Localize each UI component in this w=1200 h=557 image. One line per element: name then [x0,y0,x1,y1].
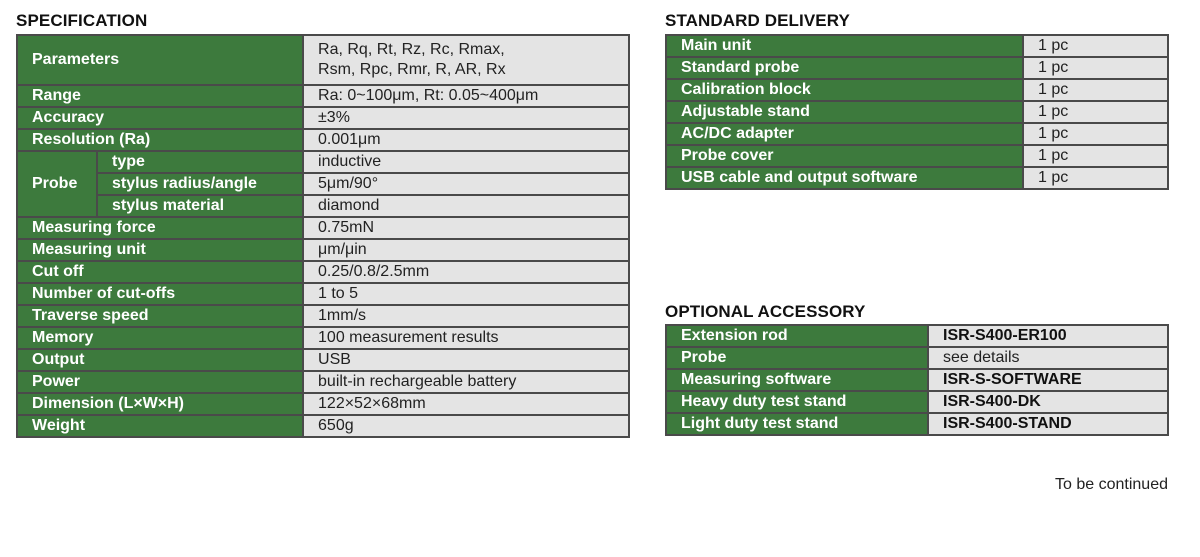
spec-row-range [17,85,629,107]
delivery-item-label: Main unit [666,35,1023,57]
spec-row-measuring-unit [17,239,629,261]
spec-label: Parameters [17,35,303,85]
spec-row-output [17,349,629,371]
accessory-row [666,347,1168,369]
spec-row-probe-stylus-radius [17,173,629,195]
spec-row-dimension [17,393,629,415]
accessory-label: Measuring software [666,369,928,391]
spec-row-probe-type [17,151,629,173]
spec-value-line: Ra, Rq, Rt, Rz, Rc, Rmax, [318,41,505,58]
accessory-code: ISR-S-SOFTWARE [928,369,1168,391]
specification-table [16,34,630,438]
spec-label: Output [17,349,303,371]
accessory-label: Light duty test stand [666,413,928,435]
spec-value: ±3% [303,107,629,129]
delivery-item-label: Probe cover [666,145,1023,167]
accessory-code: ISR-S400-DK [928,391,1168,413]
spec-value-line: Rsm, Rpc, Rmr, R, AR, Rx [318,61,506,78]
spec-value: USB [303,349,629,371]
spec-row-weight [17,415,629,437]
spec-label-probe: Probe [17,151,97,217]
spec-row-measuring-force [17,217,629,239]
delivery-item-qty: 1 pc [1023,79,1168,101]
spec-value: 1mm/s [303,305,629,327]
spec-value: 0.75mN [303,217,629,239]
delivery-row [666,167,1168,189]
spec-label: Traverse speed [17,305,303,327]
delivery-row [666,57,1168,79]
spec-value: inductive [303,151,629,173]
delivery-item-label: AC/DC adapter [666,123,1023,145]
accessory-row [666,325,1168,347]
delivery-item-qty: 1 pc [1023,167,1168,189]
accessory-row [666,391,1168,413]
optional-accessory-title: OPTIONAL ACCESSORY [665,302,866,321]
spec-label: Dimension (L×W×H) [17,393,303,415]
spec-row-parameters [17,35,629,85]
spec-label: Measuring unit [17,239,303,261]
spec-label: Memory [17,327,303,349]
accessory-code: see details [928,347,1168,369]
spec-sublabel: stylus radius/angle [97,173,303,195]
spec-value: built-in rechargeable battery [303,371,629,393]
delivery-item-qty: 1 pc [1023,145,1168,167]
spec-row-power [17,371,629,393]
spec-label: Cut off [17,261,303,283]
spec-label: Power [17,371,303,393]
spec-row-probe-stylus-material [17,195,629,217]
spec-sublabel: stylus material [97,195,303,217]
spec-value [303,35,629,85]
spec-row-memory [17,327,629,349]
delivery-item-qty: 1 pc [1023,35,1168,57]
spec-value: 100 measurement results [303,327,629,349]
spec-value: Ra: 0~100μm, Rt: 0.05~400μm [303,85,629,107]
spec-value: 1 to 5 [303,283,629,305]
spec-row-accuracy [17,107,629,129]
delivery-item-qty: 1 pc [1023,123,1168,145]
accessory-code: ISR-S400-STAND [928,413,1168,435]
delivery-row [666,123,1168,145]
delivery-item-label: Adjustable stand [666,101,1023,123]
spec-row-number-of-cut-offs [17,283,629,305]
accessory-label: Probe [666,347,928,369]
delivery-item-qty: 1 pc [1023,57,1168,79]
delivery-row [666,145,1168,167]
accessory-row [666,369,1168,391]
spec-value: 0.25/0.8/2.5mm [303,261,629,283]
standard-delivery-table [665,34,1169,190]
spec-value: μm/μin [303,239,629,261]
accessory-code: ISR-S400-ER100 [928,325,1168,347]
specification-title: SPECIFICATION [16,11,148,30]
spec-value: 650g [303,415,629,437]
spec-label: Weight [17,415,303,437]
accessory-row [666,413,1168,435]
delivery-row [666,101,1168,123]
spec-row-resolution [17,129,629,151]
delivery-row [666,79,1168,101]
spec-value: 5μm/90° [303,173,629,195]
spec-label: Resolution (Ra) [17,129,303,151]
delivery-row [666,35,1168,57]
spec-label: Measuring force [17,217,303,239]
continued-note: To be continued [1055,476,1168,493]
spec-value: 0.001μm [303,129,629,151]
optional-accessory-table [665,324,1169,436]
accessory-label: Heavy duty test stand [666,391,928,413]
spec-label: Range [17,85,303,107]
delivery-item-label: USB cable and output software [666,167,1023,189]
spec-row-cut-off [17,261,629,283]
spec-sublabel: type [97,151,303,173]
delivery-item-label: Calibration block [666,79,1023,101]
spec-value: 122×52×68mm [303,393,629,415]
delivery-item-qty: 1 pc [1023,101,1168,123]
spec-value: diamond [303,195,629,217]
spec-label: Accuracy [17,107,303,129]
spec-label: Number of cut-offs [17,283,303,305]
standard-delivery-title: STANDARD DELIVERY [665,11,850,30]
accessory-label: Extension rod [666,325,928,347]
spec-row-traverse-speed [17,305,629,327]
delivery-item-label: Standard probe [666,57,1023,79]
